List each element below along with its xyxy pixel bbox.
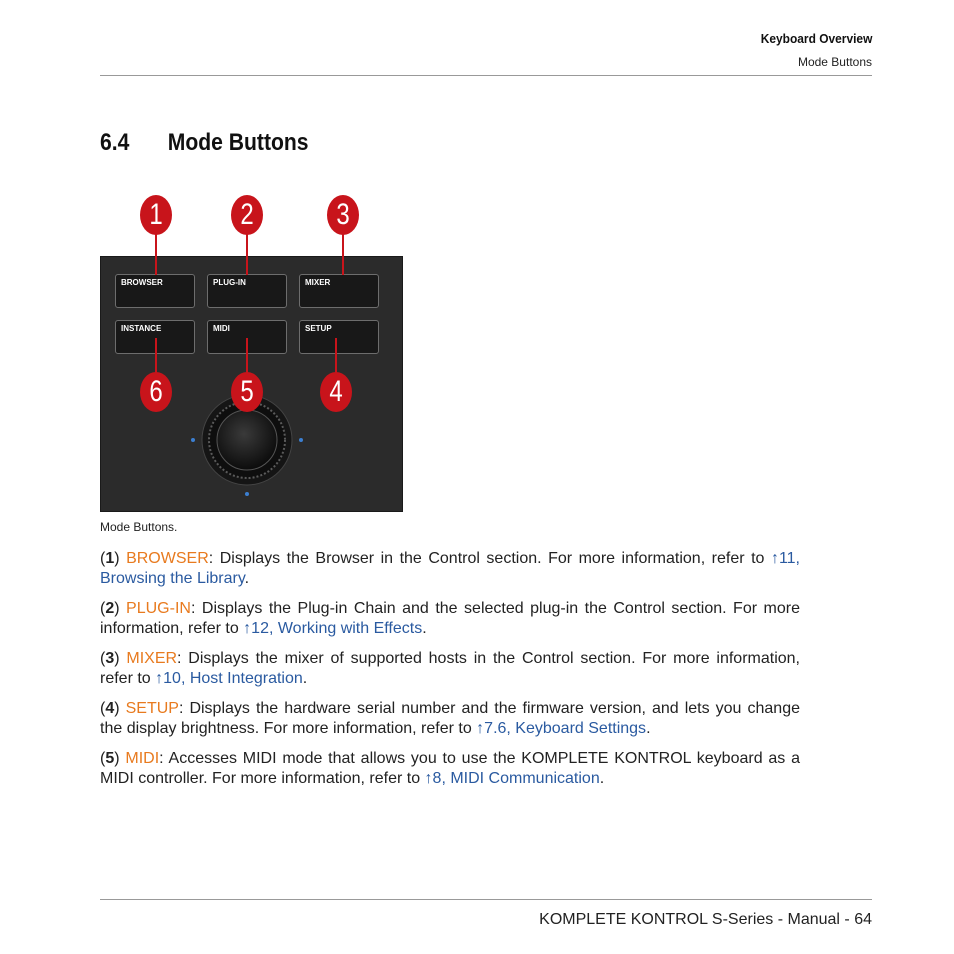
cross-reference-link[interactable]: ↑7.6, Keyboard Settings bbox=[476, 720, 647, 737]
callout-badge: 5 bbox=[231, 372, 263, 412]
term: MIDI bbox=[125, 750, 160, 767]
sentence-end: . bbox=[646, 720, 651, 737]
callout-badge: 4 bbox=[320, 372, 352, 412]
cross-reference-link[interactable]: ↑8, MIDI Communication bbox=[424, 770, 600, 787]
paragraph-setup: (4) SETUP: Displays the hardware serial number and the firmware version, and lets you change the display brightness. For more information, refer to ↑7.6, Keyboard Settings. bbox=[100, 700, 800, 737]
term: BROWSER bbox=[126, 550, 209, 567]
item-number: 1 bbox=[105, 550, 115, 567]
section-title: Mode Buttons bbox=[167, 129, 309, 156]
hw-button-label: PLUG-IN bbox=[213, 278, 246, 287]
cross-reference-link[interactable]: ↑10, Host Integration bbox=[155, 670, 303, 687]
term: MIXER bbox=[126, 650, 178, 667]
running-header-chapter: Keyboard Overview bbox=[760, 31, 872, 46]
callout-badge: 6 bbox=[140, 372, 172, 412]
mode-buttons-figure bbox=[100, 193, 403, 513]
callout-leader bbox=[155, 338, 157, 376]
figure-caption: Mode Buttons. bbox=[100, 520, 178, 534]
paragraph-plugin: (2) PLUG-IN: Displays the Plug-in Chain and the selected plug-in the Control section. For more information, refer to ↑12, Working with Effects. bbox=[100, 600, 800, 637]
footer-text: KOMPLETE KONTROL S-Series - Manual - 64 bbox=[539, 911, 872, 928]
footer-rule bbox=[100, 899, 872, 900]
hw-button-label: SETUP bbox=[305, 324, 332, 333]
callout-leader bbox=[246, 231, 248, 275]
section-heading bbox=[100, 129, 309, 157]
term: PLUG-IN bbox=[126, 600, 191, 617]
led-dot-bottom bbox=[245, 492, 249, 496]
item-number: 5 bbox=[105, 750, 115, 767]
description: : Displays the Plug-in Chain and the selected plug-in the Control section. For more information, refer to bbox=[100, 600, 800, 637]
hw-button-label: INSTANCE bbox=[121, 324, 162, 333]
item-number: 2 bbox=[105, 600, 115, 617]
term: SETUP bbox=[125, 700, 179, 717]
header-rule bbox=[100, 75, 872, 76]
section-number: 6.4 bbox=[100, 129, 130, 156]
paragraph-mixer: (3) MIXER: Displays the mixer of supported hosts in the Control section. For more information, refer to ↑10, Host Integration. bbox=[100, 650, 800, 687]
sentence-end: . bbox=[244, 570, 250, 587]
paragraph-midi: (5) MIDI: Accesses MIDI mode that allows you to use the KOMPLETE KONTROL keyboard as a MIDI controller. For more information, refer to ↑8, MIDI Communication. bbox=[100, 750, 801, 787]
callout-leader bbox=[155, 231, 157, 275]
callout-leader bbox=[246, 338, 248, 376]
running-header-section: Mode Buttons bbox=[797, 55, 872, 69]
description: : Displays the mixer of supported hosts in the Control section. For more information, refer to bbox=[100, 650, 800, 687]
paragraph-browser: (1) BROWSER: Displays the Browser in the Control section. For more information, refer to ↑11, Browsing the Library. bbox=[100, 550, 800, 587]
callout-leader bbox=[335, 338, 337, 376]
callout-badge: 2 bbox=[231, 195, 263, 235]
sentence-end: . bbox=[302, 670, 308, 687]
cross-reference-link[interactable]: ↑12, Working with Effects bbox=[243, 620, 423, 637]
led-dot-left bbox=[191, 438, 195, 442]
hw-button-label: BROWSER bbox=[121, 278, 163, 287]
callout-leader bbox=[342, 231, 344, 275]
description: : Displays the hardware serial number and the firmware version, and lets you change the display brightness. For more information, refer to bbox=[100, 700, 800, 737]
item-number: 4 bbox=[105, 700, 115, 717]
description: : Displays the Browser in the Control section. For more information, refer to bbox=[208, 550, 771, 567]
item-number: 3 bbox=[105, 650, 115, 667]
cross-reference-link[interactable]: ↑11, Browsing the Library bbox=[100, 550, 800, 587]
sentence-end: . bbox=[422, 620, 427, 637]
callout-badge: 1 bbox=[140, 195, 172, 235]
description: : Accesses MIDI mode that allows you to use the KOMPLETE KONTROL keyboard as a MIDI controller. For more information, refer to bbox=[100, 750, 801, 787]
hw-button-label: MIDI bbox=[213, 324, 230, 333]
led-dot-right bbox=[299, 438, 303, 442]
hw-button-label: MIXER bbox=[305, 278, 331, 287]
sentence-end: . bbox=[599, 770, 605, 787]
callout-badge: 3 bbox=[327, 195, 359, 235]
